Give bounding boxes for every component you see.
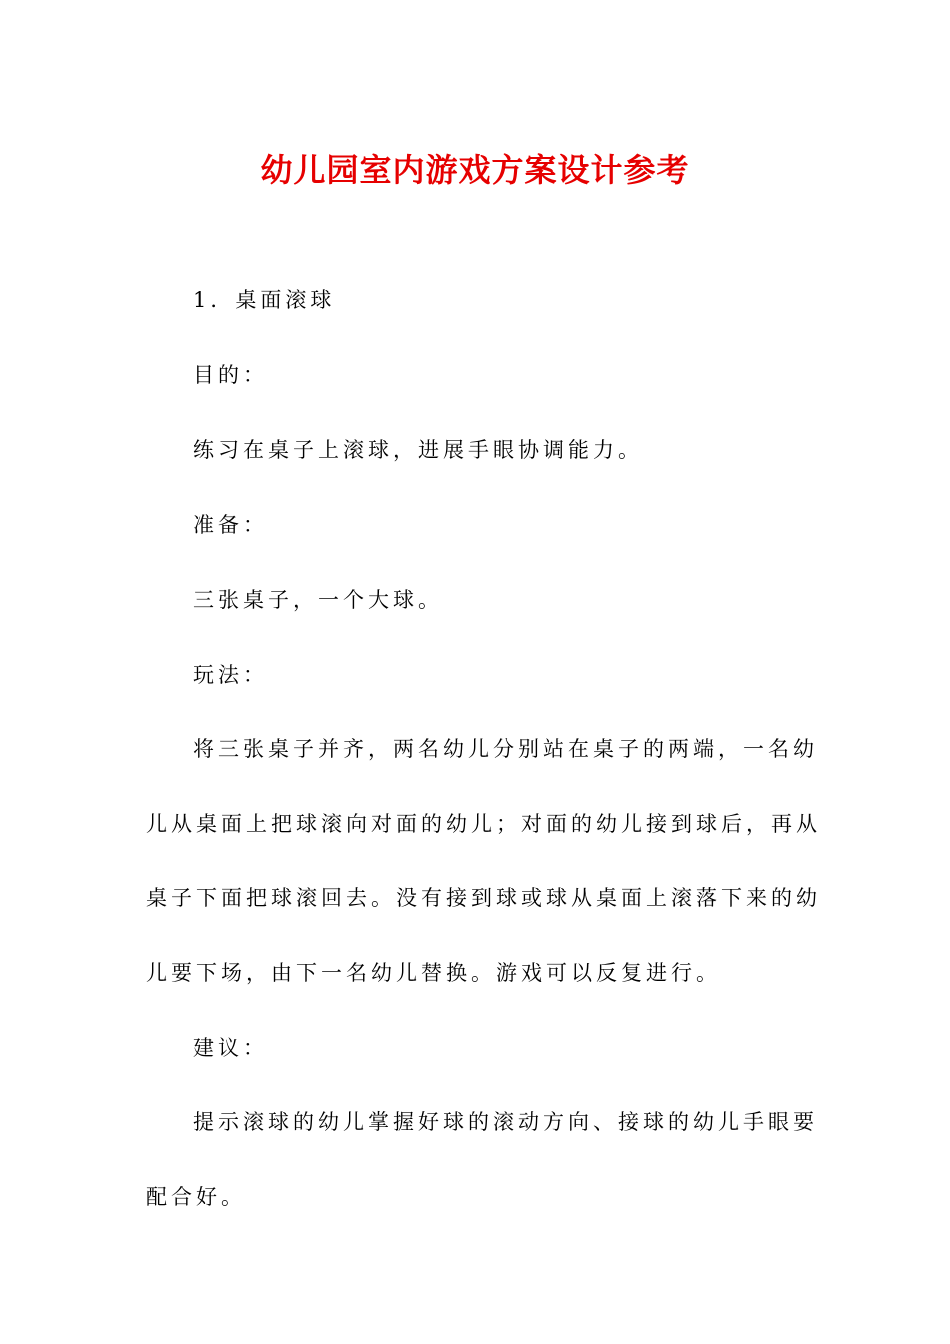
section-heading: 1．桌面滚球 — [193, 288, 336, 312]
advice-text-line: 配合好。 — [146, 1185, 246, 1209]
advice-text-line: 提示滚球的幼儿掌握好球的滚动方向、接球的幼儿手眼要 — [193, 1110, 818, 1134]
play-label: 玩法： — [193, 663, 268, 687]
play-text-line: 儿从桌面上把球滚向对面的幼儿；对面的幼儿接到球后，再从 — [146, 812, 821, 836]
purpose-label: 目的： — [193, 363, 268, 387]
play-text-line: 将三张桌子并齐，两名幼儿分别站在桌子的两端，一名幼 — [193, 737, 818, 761]
document-title: 幼儿园室内游戏方案设计参考 — [260, 151, 690, 189]
prep-label: 准备： — [193, 513, 268, 537]
purpose-text: 练习在桌子上滚球，进展手眼协调能力。 — [193, 438, 643, 462]
advice-label: 建议： — [193, 1036, 268, 1060]
prep-text: 三张桌子，一个大球。 — [193, 588, 443, 612]
play-text-line: 桌子下面把球滚回去。没有接到球或球从桌面上滚落下来的幼 — [146, 886, 821, 910]
play-text-line: 儿要下场，由下一名幼儿替换。游戏可以反复进行。 — [146, 961, 721, 985]
